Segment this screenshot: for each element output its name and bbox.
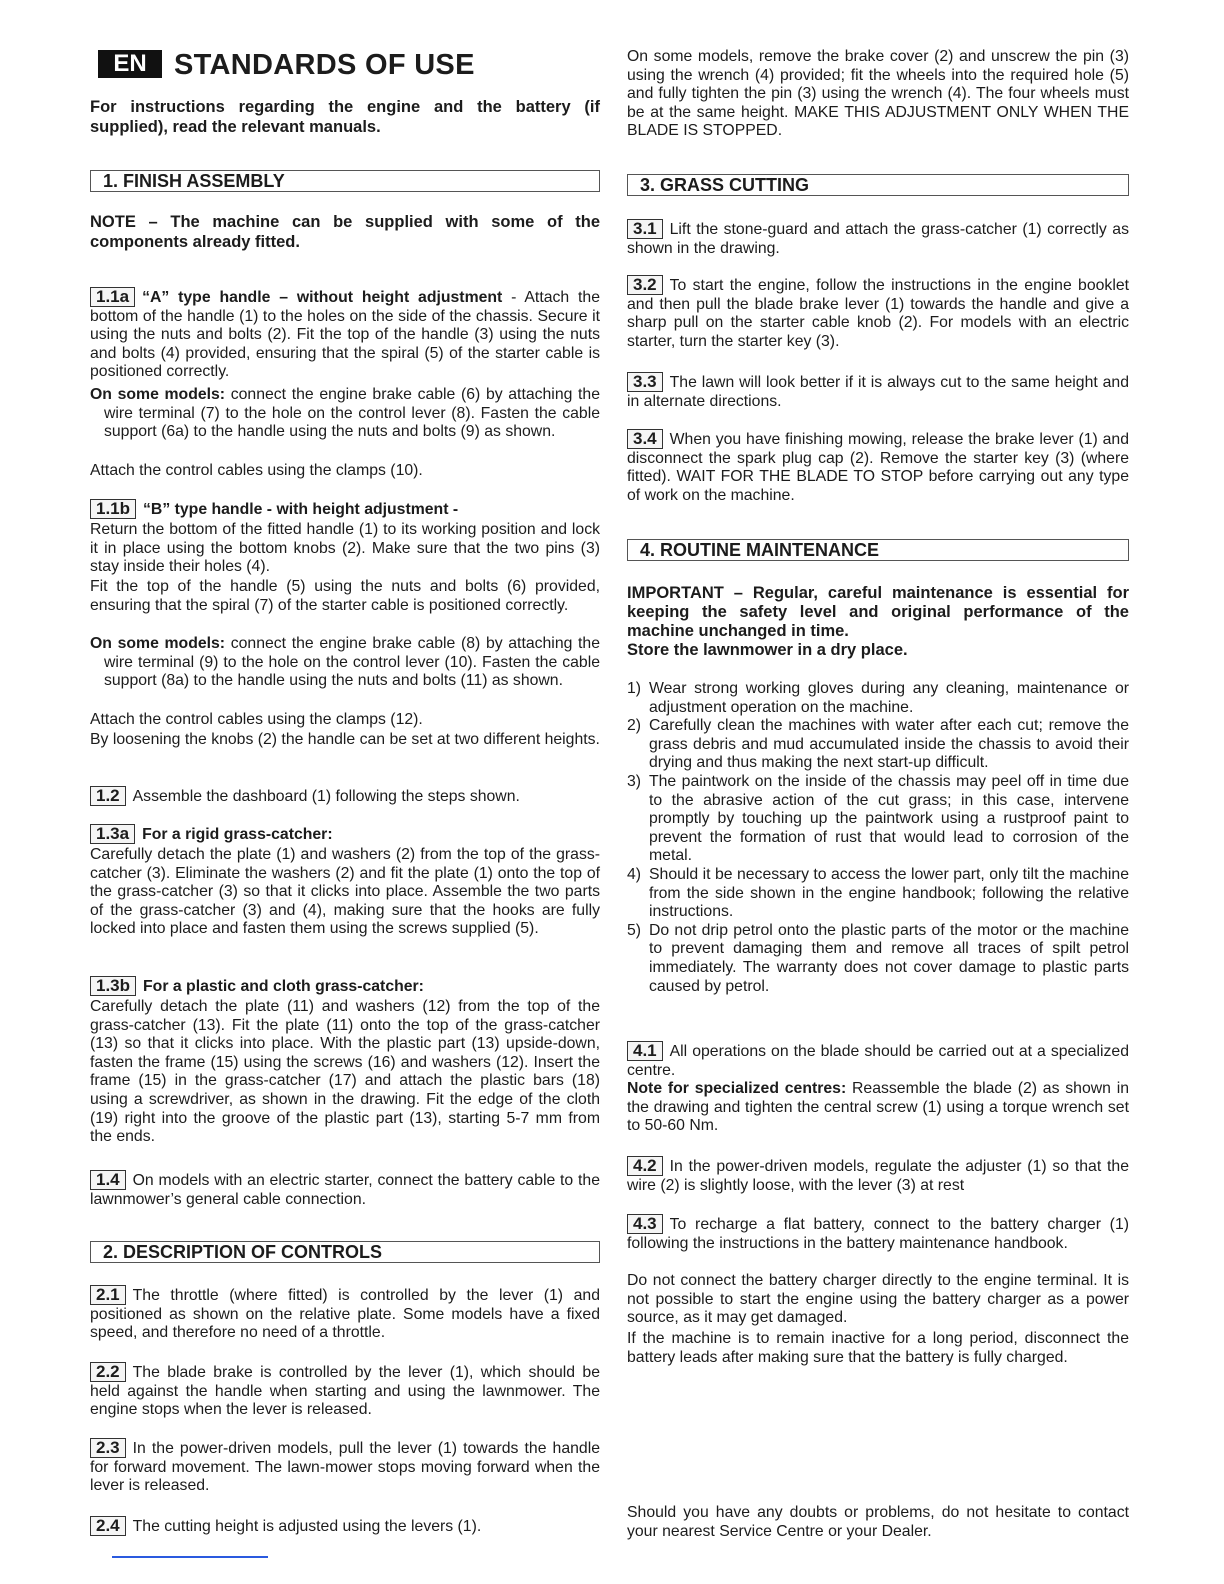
intro-note: For instructions regarding the engine and the battery (if supplied), read the relevant manuals. (90, 98, 600, 136)
section-heading-description-of-controls: 2. DESCRIPTION OF CONTROLS (90, 1241, 600, 1263)
paragraph-2-1: 2.1 The throttle (where fitted) is controlled by the lever (1) and positioned as shown on the relative plate. Some models have a fixed speed, and therefore no need of a throttle. (90, 1285, 600, 1342)
step-tag: 1.4 (90, 1170, 126, 1190)
paragraph-1-1b (90, 499, 600, 520)
paragraph-4-3-warning: Do not connect the battery charger directly to the engine terminal. It is not possible to start the engine using the battery charger as a power source, as it may get damaged. (627, 1272, 1129, 1327)
step-tag: 2.2 (90, 1362, 126, 1382)
maintenance-important: IMPORTANT – Regular, careful maintenance is essential for keeping the safety level and original performance of the machine unchanged in time. (627, 584, 1129, 640)
maintenance-list-item (627, 922, 1129, 996)
paragraph-1-4: 1.4 On models with an electric starter, connect the battery cable to the lawnmower’s general cable connection. (90, 1170, 600, 1208)
paragraph-1-1b-text: Return the bottom of the fitted handle (1) to its working position and lock it in place using the bottom knobs (2). Make sure that the two pins (3) stay inside their holes (4). (90, 521, 600, 576)
paragraph-2-4: 2.4 The cutting height is adjusted using the levers (1). (90, 1516, 600, 1537)
paragraph-specialized-centres: Note for specialized centres: Reassemble the blade (2) as shown in the drawing and tighten the central screw (1) using a torque wrench set to 50-60 Nm. (627, 1080, 1129, 1135)
step-tag: 4.1 (627, 1041, 663, 1061)
step-tag: 2.3 (90, 1438, 126, 1458)
page-title: STANDARDS OF USE (174, 49, 475, 81)
paragraph-1-1b-text2: Fit the top of the handle (5) using the nuts and bolts (6) provided, ensuring that the spiral (7) of the starter cable is positioned correctly. (90, 578, 600, 614)
step-tag: 1.3b (90, 976, 136, 996)
list-item-text: Do not drip petrol onto the plastic parts of the motor or the machine to prevent damaging them and remove all traces of spilt petrol immediately. The warranty does not cover damage to plastic parts caused by petrol. (649, 921, 1129, 995)
section-heading-grass-cutting: 3. GRASS CUTTING (627, 174, 1129, 196)
list-item-number: 1) (627, 680, 642, 697)
maintenance-list (627, 680, 1129, 996)
paragraph-1-1b-knobs: By loosening the knobs (2) the handle can be set at two different heights. (90, 731, 600, 748)
paragraph-1-1a-models: On some models: connect the engine brake cable (6) by attaching the wire terminal (7) to the hole on the control lever (8). Fasten the cable support (6a) to the handle using the nuts and bolts (9) as shown. (90, 386, 600, 441)
list-item-text: The paintwork on the inside of the chassis may peel off in time due to the abrasive action of the cut grass; in this case, intervene promptly by touching up the paintwork using a rustproof paint to prevent the formation of rust that would lead to corrosion of the metal. (649, 772, 1129, 865)
step-tag: 3.3 (627, 372, 663, 392)
paragraph-1-3a (90, 824, 600, 845)
list-item-number: 2) (627, 717, 642, 735)
maintenance-list-item (627, 866, 1129, 922)
maintenance-list-item (627, 717, 1129, 773)
paragraph-4-3: 4.3 To recharge a flat battery, connect to the battery charger (1) following the instructions in the battery maintenance handbook. (627, 1214, 1129, 1252)
step-tag: 1.2 (90, 786, 126, 806)
step-heading: For a rigid grass-catcher: (142, 826, 333, 843)
step-tag: 3.2 (627, 275, 663, 295)
step-heading: For a plastic and cloth grass-catcher: (143, 978, 424, 995)
step-tag: 4.3 (627, 1214, 663, 1234)
step-tag: 1.3a (90, 824, 135, 844)
paragraph-1-3a-text: Carefully detach the plate (1) and washers (2) from the top of the grass-catcher (3). Eliminate the washers (2) and fit the plate (1) onto the top of the grass-catcher (3) so that it clicks into place. Assemble the two parts of the grass-catcher (3) and (4), making sure that the hooks are fully locked into place and fasten them using the screws supplied (5). (90, 846, 600, 938)
step-tag: 2.4 (90, 1516, 126, 1536)
paragraph-1-1a: 1.1a “A” type handle – without height adjustment - Attach the bottom of the handle (1) to the holes on the side of the chassis. Secure it using the nuts and bolts (2). Fit the top of the handle (3) using the nuts and bolts (4) provided, ensuring that the spiral (5) of the starter cable is positioned correctly. (90, 287, 600, 381)
paragraph-3-3: 3.3 The lawn will look better if it is always cut to the same height and in alternate directions. (627, 372, 1129, 410)
step-heading: “A” type handle – without height adjustment (142, 289, 503, 306)
step-tag: 1.1b (90, 499, 136, 519)
list-item-number: 5) (627, 921, 642, 939)
maintenance-list-item (627, 773, 1129, 866)
paragraph-4-2: 4.2 In the power-driven models, regulate the adjuster (1) so that the wire (2) is slightly loose, with the lever (3) at rest (627, 1156, 1129, 1194)
page-bottom-rule (112, 1556, 268, 1558)
section-heading-routine-maintenance: 4. ROUTINE MAINTENANCE (627, 539, 1129, 561)
paragraph-3-2: 3.2 To start the engine, follow the instructions in the engine booklet and then pull the blade brake lever (1) towards the handle and give a sharp pull on the starter cable knob (2). For models with an electric starter, turn the starter key (3). (627, 275, 1129, 350)
paragraph-2-3: 2.3 In the power-driven models, pull the lever (1) towards the handle for forward movement. The lawn-mower stops moving forward when the lever is released. (90, 1438, 600, 1495)
footer-note: Should you have any doubts or problems, do not hesitate to contact your nearest Service Centre or your Dealer. (627, 1504, 1129, 1540)
paragraph-3-4: 3.4 When you have finishing mowing, release the brake lever (1) and disconnect the spark plug cap (2). Remove the starter key (3) (where fitted). WAIT FOR THE BLADE TO STOP before carrying out any type of work on the machine. (627, 429, 1129, 504)
paragraph-1-1b-models: On some models: connect the engine brake cable (8) by attaching the wire terminal (9) to the hole on the control lever (10). Fasten the cable support (8a) to the handle using the nuts and bolts (11) as shown. (90, 635, 600, 690)
wheel-adjustment-paragraph: On some models, remove the brake cover (2) and unscrew the pin (3) using the wrench (4) provided; fit the wheels into the required hole (5) and fully tighten the pin (3) using the wrench (4). The four wheels must be at the same height. MAKE THIS ADJUSTMENT ONLY WHEN THE BLADE IS STOPPED. (627, 48, 1129, 140)
maintenance-store: Store the lawnmower in a dry place. (627, 641, 908, 659)
paragraph-4-3-inactive: If the machine is to remain inactive for a long period, disconnect the battery leads after making sure that the battery is fully charged. (627, 1330, 1129, 1366)
step-tag: 4.2 (627, 1156, 663, 1176)
paragraph-3-1: 3.1 Lift the stone-guard and attach the grass-catcher (1) correctly as shown in the drawing. (627, 219, 1129, 257)
maintenance-list-item (627, 680, 1129, 717)
language-badge: EN (98, 50, 162, 78)
list-item-text: Should it be necessary to access the lower part, only tilt the machine from the side shown in the engine handbook; following the relative instructions. (649, 865, 1129, 921)
list-item-text: Wear strong working gloves during any cleaning, maintenance or adjustment operation on the machine. (649, 680, 1129, 716)
list-item-text: Carefully clean the machines with water after each cut; remove the grass debris and mud accumulated inside the chassis to avoid their drying and thus making the next start-up difficult. (649, 717, 1129, 772)
section-heading-finish-assembly: 1. FINISH ASSEMBLY (90, 170, 600, 192)
step-tag: 3.4 (627, 429, 663, 449)
paragraph-4-1: 4.1 All operations on the blade should be carried out at a specialized centre. (627, 1041, 1129, 1079)
step-tag: 3.1 (627, 219, 663, 239)
step-tag: 2.1 (90, 1285, 126, 1305)
assembly-note: NOTE – The machine can be supplied with some of the components already fitted. (90, 213, 600, 251)
paragraph-1-1b-clamps: Attach the control cables using the clamps (12). (90, 711, 423, 728)
step-tag: 1.1a (90, 287, 135, 307)
paragraph-1-3b (90, 976, 600, 997)
paragraph-2-2: 2.2 The blade brake is controlled by the lever (1), which should be held against the handle when starting and using the lawnmower. The engine stops when the lever is released. (90, 1362, 600, 1419)
step-heading: “B” type handle - with height adjustment - (143, 501, 459, 518)
list-item-number: 4) (627, 865, 642, 883)
paragraph-1-1a-clamps: Attach the control cables using the clamps (10). (90, 462, 423, 479)
paragraph-1-3b-text: Carefully detach the plate (11) and washers (12) from the top of the grass-catcher (13). Fit the plate (11) onto the top of the grass-catcher (13) so that it clicks into place. With the plastic part (13) upside-down, fasten the frame (15) using the screws (16) and washers (12). Insert the frame (15) in the grass-catcher (17) and attach the plastic bars (18) using a screwdriver, as shown in the drawing. Fit the edge of the cloth (19) right into the groove of the plastic part (13), starting 5-7 mm from the ends. (90, 998, 600, 1146)
paragraph-1-2: 1.2 Assemble the dashboard (1) following the steps shown. (90, 786, 600, 807)
list-item-number: 3) (627, 772, 642, 790)
